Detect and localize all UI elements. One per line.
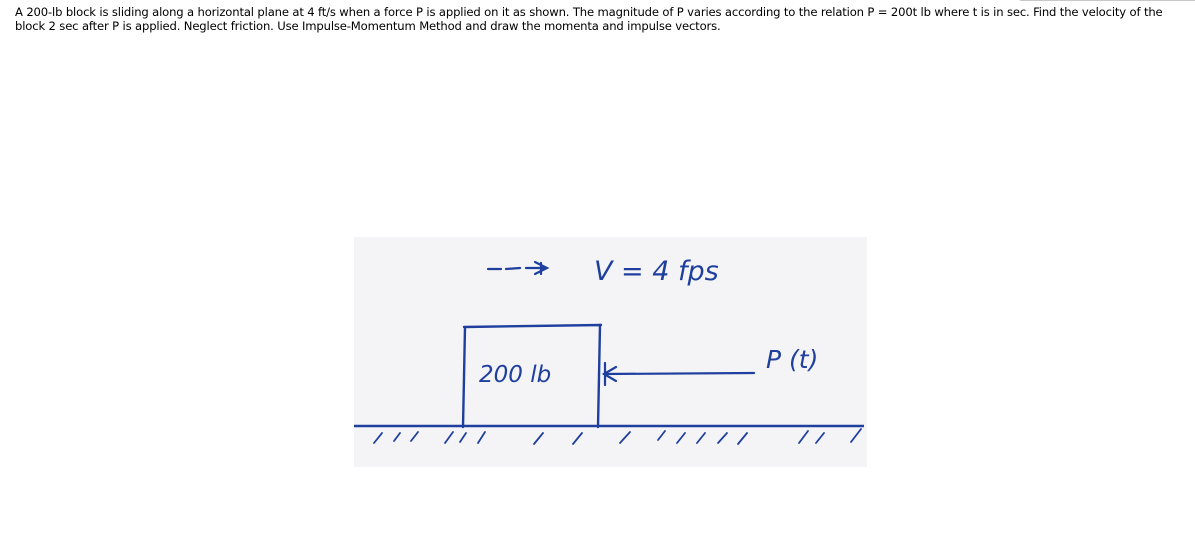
ground-hatching — [374, 429, 861, 444]
top-divider — [1020, 0, 1195, 1]
problem-statement: A 200-lb block is sliding along a horizontal plane at 4 ft/s when a force P is applied on it as shown. The magnitude of P varies according to the relation P = 200t lb where t is in sec. Find the velocity of the block 2 sec after P is applied. Neglect friction. Use Impulse-Momentum Method and draw the momenta and impulse vectors. — [15, 5, 1163, 33]
block-weight-label: 200 lb — [479, 362, 552, 388]
force-arrow — [604, 363, 754, 385]
velocity-arrow — [488, 262, 547, 274]
velocity-label: V = 4 fps — [594, 256, 719, 287]
figure-drawing — [354, 237, 867, 467]
force-label: P (t) — [766, 345, 819, 374]
problem-figure — [354, 237, 867, 467]
